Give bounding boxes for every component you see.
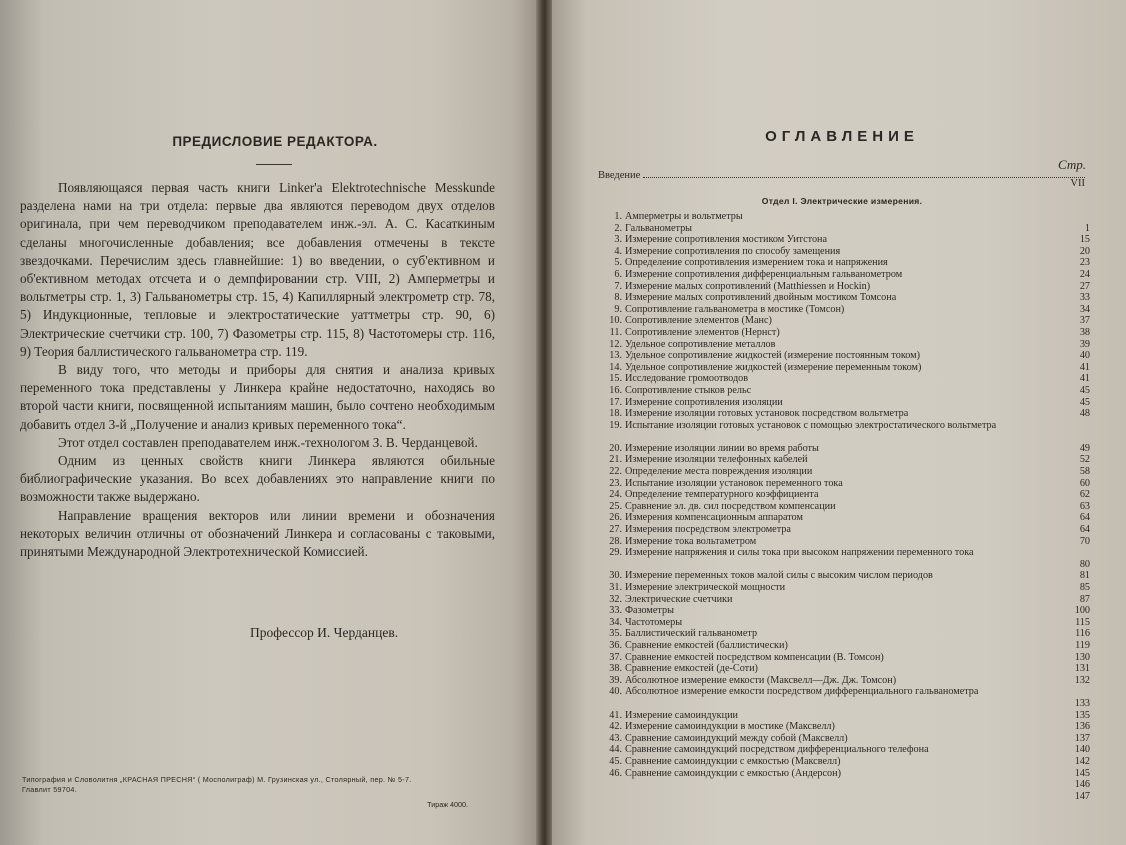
- toc-entry-number: 35.: [609, 628, 622, 640]
- toc-entry-number: 46.: [609, 767, 622, 779]
- toc-entry-number: 4.: [614, 245, 622, 257]
- toc-entry-title: Частотомеры: [625, 616, 683, 628]
- toc-entry-title: Амперметры и вольтметры: [625, 211, 743, 222]
- toc-entry-page: 147: [1074, 790, 1090, 802]
- toc-entry-title: Измерение самоиндукции: [625, 709, 738, 721]
- toc-entry-number: 32.: [609, 593, 622, 605]
- toc-entry-page: 137: [1074, 732, 1090, 744]
- toc-entry-number: 22.: [609, 466, 622, 478]
- toc-entry-title: Измерение сопротивления мостиком Уитстона: [625, 234, 828, 246]
- toc-entry: [598, 385, 1090, 397]
- toc-entry-title: Удельное сопротивление жидкостей (измерение постоянным током): [625, 350, 921, 362]
- left-page: [0, 0, 540, 845]
- toc-entry-number: 40.: [609, 686, 622, 698]
- toc-entry-title: Сравнение емкостей (де-Соти): [625, 663, 758, 675]
- toc-entry-number: 8.: [614, 292, 622, 304]
- toc-entry-page: 63: [1079, 500, 1090, 512]
- toc-entry-title: Электрические счетчики: [625, 593, 733, 605]
- toc-list: [598, 211, 1090, 802]
- toc-entry-title: Сравнение емкостей посредством компенсации (В. Томсон): [625, 651, 884, 663]
- toc-entry-page: 24: [1079, 268, 1090, 280]
- toc-entry-title: Определение температурного коэффициента: [625, 489, 819, 501]
- toc-entry-page: 135: [1074, 709, 1090, 721]
- toc-entry: [598, 315, 1090, 327]
- toc-entry-number: 16.: [609, 384, 622, 396]
- toc-entry-title: Измерения посредством электрометра: [625, 524, 791, 536]
- toc-entry-page: 41: [1079, 373, 1090, 385]
- toc-entry-title: Сопротивление элементов (Нернст): [625, 326, 780, 338]
- toc-entry-page: 64: [1079, 512, 1090, 524]
- book-spine: [536, 0, 552, 845]
- toc-entry-title: Сопротивление гальванометра в мостике (Томсон): [625, 303, 845, 315]
- toc-entry-number: 2.: [614, 222, 622, 234]
- toc-intro-row: [598, 170, 1088, 181]
- toc-entry-title: Определение сопротивления измерением тока и напряжения: [625, 257, 888, 269]
- toc-entry: [598, 211, 1090, 223]
- preface-paragraph: Появляющаяся первая часть книги Linker'а Elektrotechnische Messkunde разделена нами на три отдела: первые два являются переводом двух отделов оригинала, при чем переводчиком преподавателем инж.-эл. А. С. Касаткиным сделаны многочисленные добавления; все добавления отмечены в тексте звездочками. Перечислим здесь главнейшие: 1) во введении, о суб'ективном и об'ективном методах отсчета и о демпфировании стр. VIII, 2) Амперметры и вольтметры стр. 1, 3) Гальванометры стр. 15, 4) Капиллярный электрометр стр. 78, 5) Индукционные, тепловые и электростатические уаттметры стр. 90, 6) Электрические счетчики стр. 100, 7) Фазометры стр. 115, 8) Частотомеры стр. 116, 9) Теория баллистического гальванометра стр. 119.: [20, 180, 495, 359]
- toc-entry-number: 34.: [609, 616, 622, 628]
- toc-entry-title: Сравнение самоиндукции с емкостью (Максвелл): [625, 755, 841, 767]
- toc-entry-page: 132: [1074, 674, 1090, 686]
- toc-entry-number: 33.: [609, 605, 622, 617]
- toc-entry-number: 39.: [609, 674, 622, 686]
- toc-entry: [598, 640, 1090, 652]
- toc-entry-title: Сравнение самоиндукции с емкостью (Андерсон): [625, 767, 841, 779]
- toc-entry-number: 12.: [609, 338, 622, 350]
- toc-entry: [598, 420, 1090, 443]
- toc-entry-page: 146: [1074, 779, 1090, 791]
- toc-entry-number: 29.: [609, 547, 622, 559]
- toc-entry-page: 85: [1079, 582, 1090, 593]
- toc-entry-title: Измерение малых сопротивлений двойным мостиком Томсона: [625, 292, 897, 304]
- toc-entry-number: 27.: [609, 524, 622, 536]
- right-page: [552, 0, 1126, 845]
- toc-entry-title: Сравнение самоиндукций посредством дифференциального телефона: [625, 744, 929, 756]
- toc-entry-number: 1.: [614, 211, 622, 222]
- toc-entry-number: 45.: [609, 755, 622, 767]
- toc-entry-title: Измерение малых сопротивлений (Matthiessen и Hockin): [625, 280, 871, 292]
- toc-entry-title: Удельное сопротивление жидкостей (измерение переменным током): [625, 361, 922, 373]
- toc-entry-page: 40: [1079, 350, 1090, 362]
- toc-entry-title: Испытание изоляции готовых установок с помощью электростатического вольтметра: [625, 419, 997, 431]
- toc-entry: [598, 768, 1090, 780]
- section-heading: Отдел I. Электрические измерения.: [761, 196, 923, 206]
- toc-entry-page: 52: [1079, 454, 1090, 466]
- toc-entry: [598, 408, 1090, 420]
- toc-entry-number: 36.: [609, 639, 622, 651]
- toc-entry-page: 1: [1084, 222, 1090, 234]
- toc-entry-page: 145: [1074, 767, 1090, 779]
- toc-entry-page: 48: [1079, 408, 1090, 420]
- dot-leader: [643, 171, 1085, 178]
- toc-entry-page: 142: [1074, 755, 1090, 767]
- preface-title: ПРЕДИСЛОВИЕ РЕДАКТОРА.: [172, 134, 378, 149]
- toc-entry-number: 30.: [609, 570, 622, 582]
- toc-entry: [598, 547, 1090, 570]
- toc-entry-page: 119: [1075, 639, 1090, 651]
- toc-entry-page: 37: [1079, 315, 1090, 327]
- toc-entry-title: Абсолютное измерение емкости посредством дифференциального гальванометра: [625, 686, 979, 698]
- toc-entry-page: 70: [1079, 535, 1090, 547]
- title-rule: [256, 164, 292, 165]
- preface-body: [20, 179, 495, 561]
- toc-entry-title: Сопротивление стыков рельс: [625, 384, 752, 396]
- toc-entry: [598, 478, 1090, 490]
- toc-entry: [598, 512, 1090, 524]
- preface-paragraph: Одним из ценных свойств книги Линкера являются обильные библиографические указания. Во всех добавлениях это направление книги по возможности также выдержано.: [20, 453, 495, 505]
- toc-entry-title: Измерение напряжения и силы тока при высоком напряжении переменного тока: [625, 547, 974, 559]
- toc-entry-page: 116: [1075, 628, 1090, 640]
- toc-entry-page: 115: [1075, 616, 1090, 628]
- toc-entry-number: 3.: [614, 234, 622, 246]
- toc-entry: [598, 594, 1090, 606]
- toc-entry-title: Измерение изоляции линии во время работы: [625, 442, 819, 454]
- toc-entry: [598, 350, 1090, 362]
- toc-entry: [598, 454, 1090, 466]
- toc-entry-title: Гальванометры: [625, 222, 693, 234]
- toc-entry: [598, 582, 1090, 594]
- toc-entry: [598, 443, 1090, 455]
- toc-entry-number: 31.: [609, 582, 622, 593]
- toc-entry-number: 41.: [609, 709, 622, 721]
- toc-entry-title: Измерение самоиндукции в мостике (Максвелл): [625, 721, 835, 733]
- toc-entry: [598, 327, 1090, 339]
- toc-entry: [598, 570, 1090, 582]
- toc-entry: [598, 605, 1090, 617]
- toc-entry-title: Определение места повреждения изоляции: [625, 466, 813, 478]
- toc-entry-page: 45: [1079, 396, 1090, 408]
- toc-entry-number: 5.: [614, 257, 622, 269]
- toc-entry: [598, 710, 1090, 722]
- toc-entry-page: 64: [1079, 524, 1090, 536]
- toc-entry-title: Баллистический гальванометр: [625, 628, 758, 640]
- toc-entry-number: 23.: [609, 477, 622, 489]
- toc-entry-title: Измерение переменных токов малой силы с высоким числом периодов: [625, 570, 933, 582]
- toc-entry: [598, 223, 1090, 235]
- toc-entry-number: 38.: [609, 663, 622, 675]
- toc-entry-number: 20.: [609, 442, 622, 454]
- toc-entry: [598, 617, 1090, 629]
- toc-entry: [598, 663, 1090, 675]
- toc-entry: [598, 489, 1090, 501]
- toc-entry-page: 33: [1079, 292, 1090, 304]
- toc-entry-title: Измерение сопротивления дифференциальным гальванометром: [625, 268, 903, 280]
- toc-entry: [598, 466, 1090, 478]
- toc-entry-title: Измерение сопротивления изоляции: [625, 396, 783, 408]
- toc-entry: [598, 524, 1090, 536]
- toc-entry-title: Сравнение самоиндукций между собой (Максвелл): [625, 732, 848, 744]
- toc-title: ОГЛАВЛЕНИЕ: [765, 128, 919, 145]
- toc-entry-page: 130: [1074, 651, 1090, 663]
- toc-entry: [598, 397, 1090, 409]
- toc-entry-title: Измерение изоляции телефонных кабелей: [625, 454, 808, 466]
- toc-entry-number: 14.: [609, 361, 622, 373]
- toc-entry-number: 18.: [609, 408, 622, 420]
- toc-entry-number: 7.: [614, 280, 622, 292]
- toc-entry-number: 6.: [614, 268, 622, 280]
- toc-entry: [598, 756, 1090, 768]
- toc-entry-number: 28.: [609, 535, 622, 547]
- toc-entry-number: 26.: [609, 512, 622, 524]
- page-column-header: Стр.: [1058, 157, 1086, 172]
- toc-entry: [598, 292, 1090, 304]
- editor-signature: Профессор И. Черданцев.: [250, 625, 399, 640]
- toc-entry-page: 49: [1079, 442, 1090, 454]
- toc-entry-title: Сравнение эл. дв. сил посредством компенсации: [625, 500, 836, 512]
- toc-entry-title: Исследование громоотводов: [625, 373, 749, 385]
- toc-trailing-page: [598, 791, 1090, 803]
- toc-entry-page: 58: [1079, 466, 1090, 478]
- preface-paragraph: Этот отдел составлен преподавателем инж.-технологом З. В. Черданцевой.: [58, 434, 478, 450]
- preface-paragraph: Направление вращения векторов или линии времени и обозначения некоторых величин отличны от обозначений Линкера и согласованы с таковыми, принятыми Международной Электротехнической Комиссией.: [20, 507, 495, 560]
- toc-entry-page: 81: [1079, 570, 1090, 582]
- toc-entry-number: 25.: [609, 500, 622, 512]
- print-run: Тираж 4000.: [427, 800, 468, 809]
- toc-entry: [598, 733, 1090, 745]
- toc-entry-number: 37.: [609, 651, 622, 663]
- toc-entry: [598, 652, 1090, 664]
- toc-entry-number: 21.: [609, 454, 622, 466]
- toc-entry-title: Сопротивление элементов (Манс): [625, 315, 772, 327]
- toc-entry-number: 43.: [609, 732, 622, 744]
- toc-entry-page: 100: [1074, 605, 1090, 617]
- toc-entry-page: 131: [1074, 663, 1090, 675]
- toc-entry-page: 41: [1079, 361, 1090, 373]
- toc-entry-number: 9.: [614, 303, 622, 315]
- toc-entry-page: 20: [1079, 245, 1090, 257]
- toc-entry-page: 136: [1074, 721, 1090, 733]
- toc-entry-number: 17.: [609, 396, 622, 408]
- intro-page: VII: [1070, 178, 1085, 189]
- toc-entry-page: 23: [1079, 257, 1090, 269]
- toc-entry-title: Абсолютное измерение емкости (Максвелл—Дж. Дж. Томсон): [625, 674, 897, 686]
- toc-entry-page: 34: [1079, 303, 1090, 315]
- toc-entry: [598, 721, 1090, 733]
- toc-entry: [598, 234, 1090, 246]
- toc-entry: [598, 304, 1090, 316]
- preface-paragraph: В виду того, что методы и приборы для снятия и анализа кривых переменного тока представлены у Линкера крайне недостаточно, находясь во второй части книги, посвященной испытаниям машин, было сочтено необходимым добавить отдел 3-й „Получение и анализ кривых переменного тока“.: [20, 362, 495, 432]
- toc-entry-page: 87: [1079, 593, 1090, 605]
- toc-entry-page: 60: [1079, 477, 1090, 489]
- toc-entry: [598, 501, 1090, 513]
- toc-entry-page: 45: [1079, 384, 1090, 396]
- toc-entry-title: Сравнение емкостей (баллистически): [625, 639, 788, 651]
- toc-entry-page: 140: [1074, 744, 1090, 756]
- toc-entry-number: 19.: [609, 419, 622, 431]
- toc-entry: [598, 373, 1090, 385]
- toc-entry-number: 10.: [609, 315, 622, 327]
- toc-entry-title: Измерение сопротивления по способу замещения: [625, 245, 841, 257]
- toc-entry-title: Измерения компенсационным аппаратом: [625, 512, 803, 524]
- toc-entry-number: 13.: [609, 350, 622, 362]
- toc-entry: [598, 675, 1090, 687]
- toc-entry-title: Измерение электрической мощности: [625, 582, 786, 593]
- colophon: [22, 775, 497, 795]
- toc-entry-title: Испытание изоляции установок переменного тока: [625, 477, 843, 489]
- toc-entry-page: 27: [1079, 280, 1090, 292]
- toc-entry: [598, 339, 1090, 351]
- toc-entry: [598, 628, 1090, 640]
- colophon-printer: Типография и Словолитня „КРАСНАЯ ПРЕСНЯ“ ( Мосполиграф) М. Грузинская ул., Столярный, пер. № 5-7.: [22, 775, 412, 784]
- toc-entry: [598, 269, 1090, 281]
- toc-entry-number: 11.: [609, 326, 622, 338]
- toc-entry: [598, 362, 1090, 374]
- toc-entry: [598, 536, 1090, 548]
- toc-entry-number: 24.: [609, 489, 622, 501]
- toc-entry-title: Фазометры: [625, 605, 674, 617]
- toc-entry-number: 15.: [609, 373, 622, 385]
- colophon-glavlit: Главлит 59704.: [22, 785, 78, 794]
- toc-trailing-page: [598, 779, 1090, 791]
- toc-entry-title: Измерение тока вольтаметром: [625, 535, 757, 547]
- toc-entry-page: 133: [1074, 697, 1090, 709]
- toc-entry-page: 80: [1079, 558, 1090, 570]
- intro-label: Введение: [598, 170, 641, 181]
- toc-entry: [598, 744, 1090, 756]
- toc-entry-page: 15: [1079, 234, 1090, 246]
- toc-entry-number: 42.: [609, 721, 622, 733]
- toc-entry: [598, 686, 1090, 709]
- toc-entry: [598, 257, 1090, 269]
- toc-entry: [598, 281, 1090, 293]
- toc-entry: [598, 246, 1090, 258]
- toc-entry-page: 38: [1079, 326, 1090, 338]
- toc-entry-page: 39: [1079, 338, 1090, 350]
- toc-entry-number: 44.: [609, 744, 622, 756]
- toc-entry-title: Удельное сопротивление металлов: [625, 338, 776, 350]
- toc-entry-page: 62: [1079, 489, 1090, 501]
- toc-entry-title: Измерение изоляции готовых установок посредством вольтметра: [625, 408, 909, 420]
